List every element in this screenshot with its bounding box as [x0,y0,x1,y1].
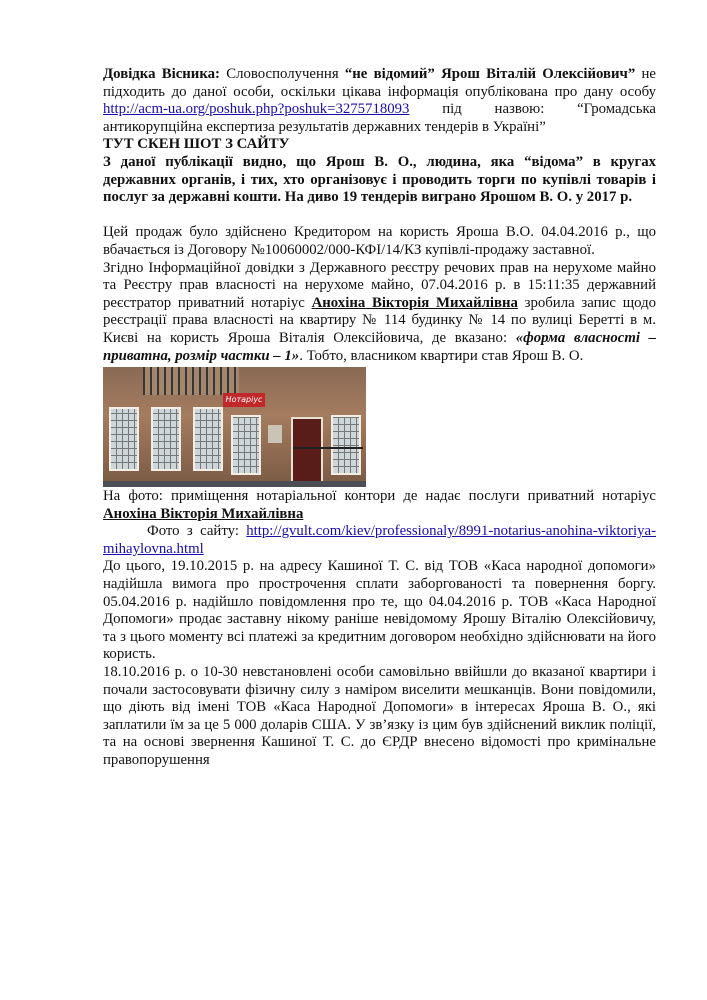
notary-sign: Нотаріус [223,393,265,407]
publication-summary: З даної публікації видно, що Ярош В. О., людина, яка “відома” в кругах державних органів, і тих, хто організовує і проводить торги по купівлі товарів і послуг за державні кошти. На диво 19 тендерів виграно Ярошом В. О. у 2017 р. [103,153,656,206]
caption-text: На фото: приміщення нотаріальної контори де надає послуги приватний нотаріус [103,488,656,505]
sidewalk [103,481,366,487]
reference-label: Довідка Вісника: [103,66,220,82]
ownership-quote: «форма власності – приватна, розмір частки – 1» [103,329,656,364]
registry-text-1: Згідно Інформаційної довідки з Державного реєстру речових прав на нерухоме майно та Реєстру прав власності на нерухоме майно, 07.04.2016 р. в 15:11:35 державний реєстратор приватний нотаріус [103,259,656,311]
reference-text-1: Словосполучення [219,66,345,82]
window [109,407,139,471]
registry-text-2: зробила запис щодо реєстрації права власності на квартиру № 114 будинку № 14 по вулиці Беретті в м. Києві на користь Яроша Віталія Олексійовича, де вказано: [103,294,656,346]
window [151,407,181,471]
notary-office-photo [103,367,366,487]
demand-paragraph: До цього, 19.10.2015 р. на адресу Кашиної Т. С. від ТОВ «Каса народної допомоги» надійшла вимога про прострочення сплати заборгованості та повернення боргу. 05.04.2016 р. надійшло повідомлення про те, що 04.04.2016 р. ТОВ «Каса Народної Допомоги» продає заставну нікому раніше невідомому Ярошу Віталію Олексійовичу, та з цього моменту всі платежі за кредитним договором необхідно здійснювати на його користь. [103,558,656,663]
reference-text-2: не підходить до даної особи, оскільки цікава інформація опублікована про дану особу [103,66,657,100]
notary-name: Анохіна Вікторія Михайлівна [311,294,518,311]
spacer [103,207,656,225]
window [331,415,361,475]
entrance-door [291,417,323,487]
document-page [103,66,656,770]
reference-bold-name: “не відомий” Ярош Віталій Олексійович” [344,66,636,82]
acm-link[interactable]: http://acm-ua.org/poshuk.php?poshuk=3275718093 [103,101,410,118]
reference-paragraph [103,66,656,136]
scan-heading: ТУТ СКЕН ШОТ З САЙТУ [103,136,290,153]
registry-paragraph [103,260,656,366]
caption-notary-name: Анохіна Вікторія Михайлівна [103,505,304,522]
photo-source [103,523,656,558]
sale-paragraph: Цей продаж було здійснено Кредитором на користь Яроша В.О. 04.04.2016 р., що вбачається із Договору №10060002/000-КФІ/14/КЗ купівлі-продажу заставної. [103,224,656,258]
gvult-link[interactable]: http://gvult.com/kiev/professionaly/8991-notarius-anohina-viktoriya-mihaylovna.html [103,523,656,557]
balcony [143,367,239,395]
registry-text-3: . Тобто, власником квартири став Ярош В. О. [299,347,584,364]
window [193,407,223,471]
reference-text-3: під назвою: “Громадська антикорупційна експертиза результатів державних тендерів в Україні” [103,101,656,135]
door-plaque [268,425,282,443]
photo-caption [103,488,656,523]
railing [293,447,363,449]
incident-paragraph: 18.10.2016 р. о 10-30 невстановлені особи самовільно ввійшли до вказаної квартири і почали застосовувати фізичну силу з наміром виселити мешканців. Вони повідомили, що діють від імені ТОВ «Каса Народної Допомоги» в інтересах Яроша В. О., які заплатили їм за це 5 000 доларів США. У зв’язку із цим був здійснений виклик поліції, та на основі звернення Кашиної Т. С. до ЄРДР внесено відомості про кримінальне правопорушення [103,664,656,768]
window [231,415,261,475]
source-label: Фото з сайту: [147,523,247,540]
